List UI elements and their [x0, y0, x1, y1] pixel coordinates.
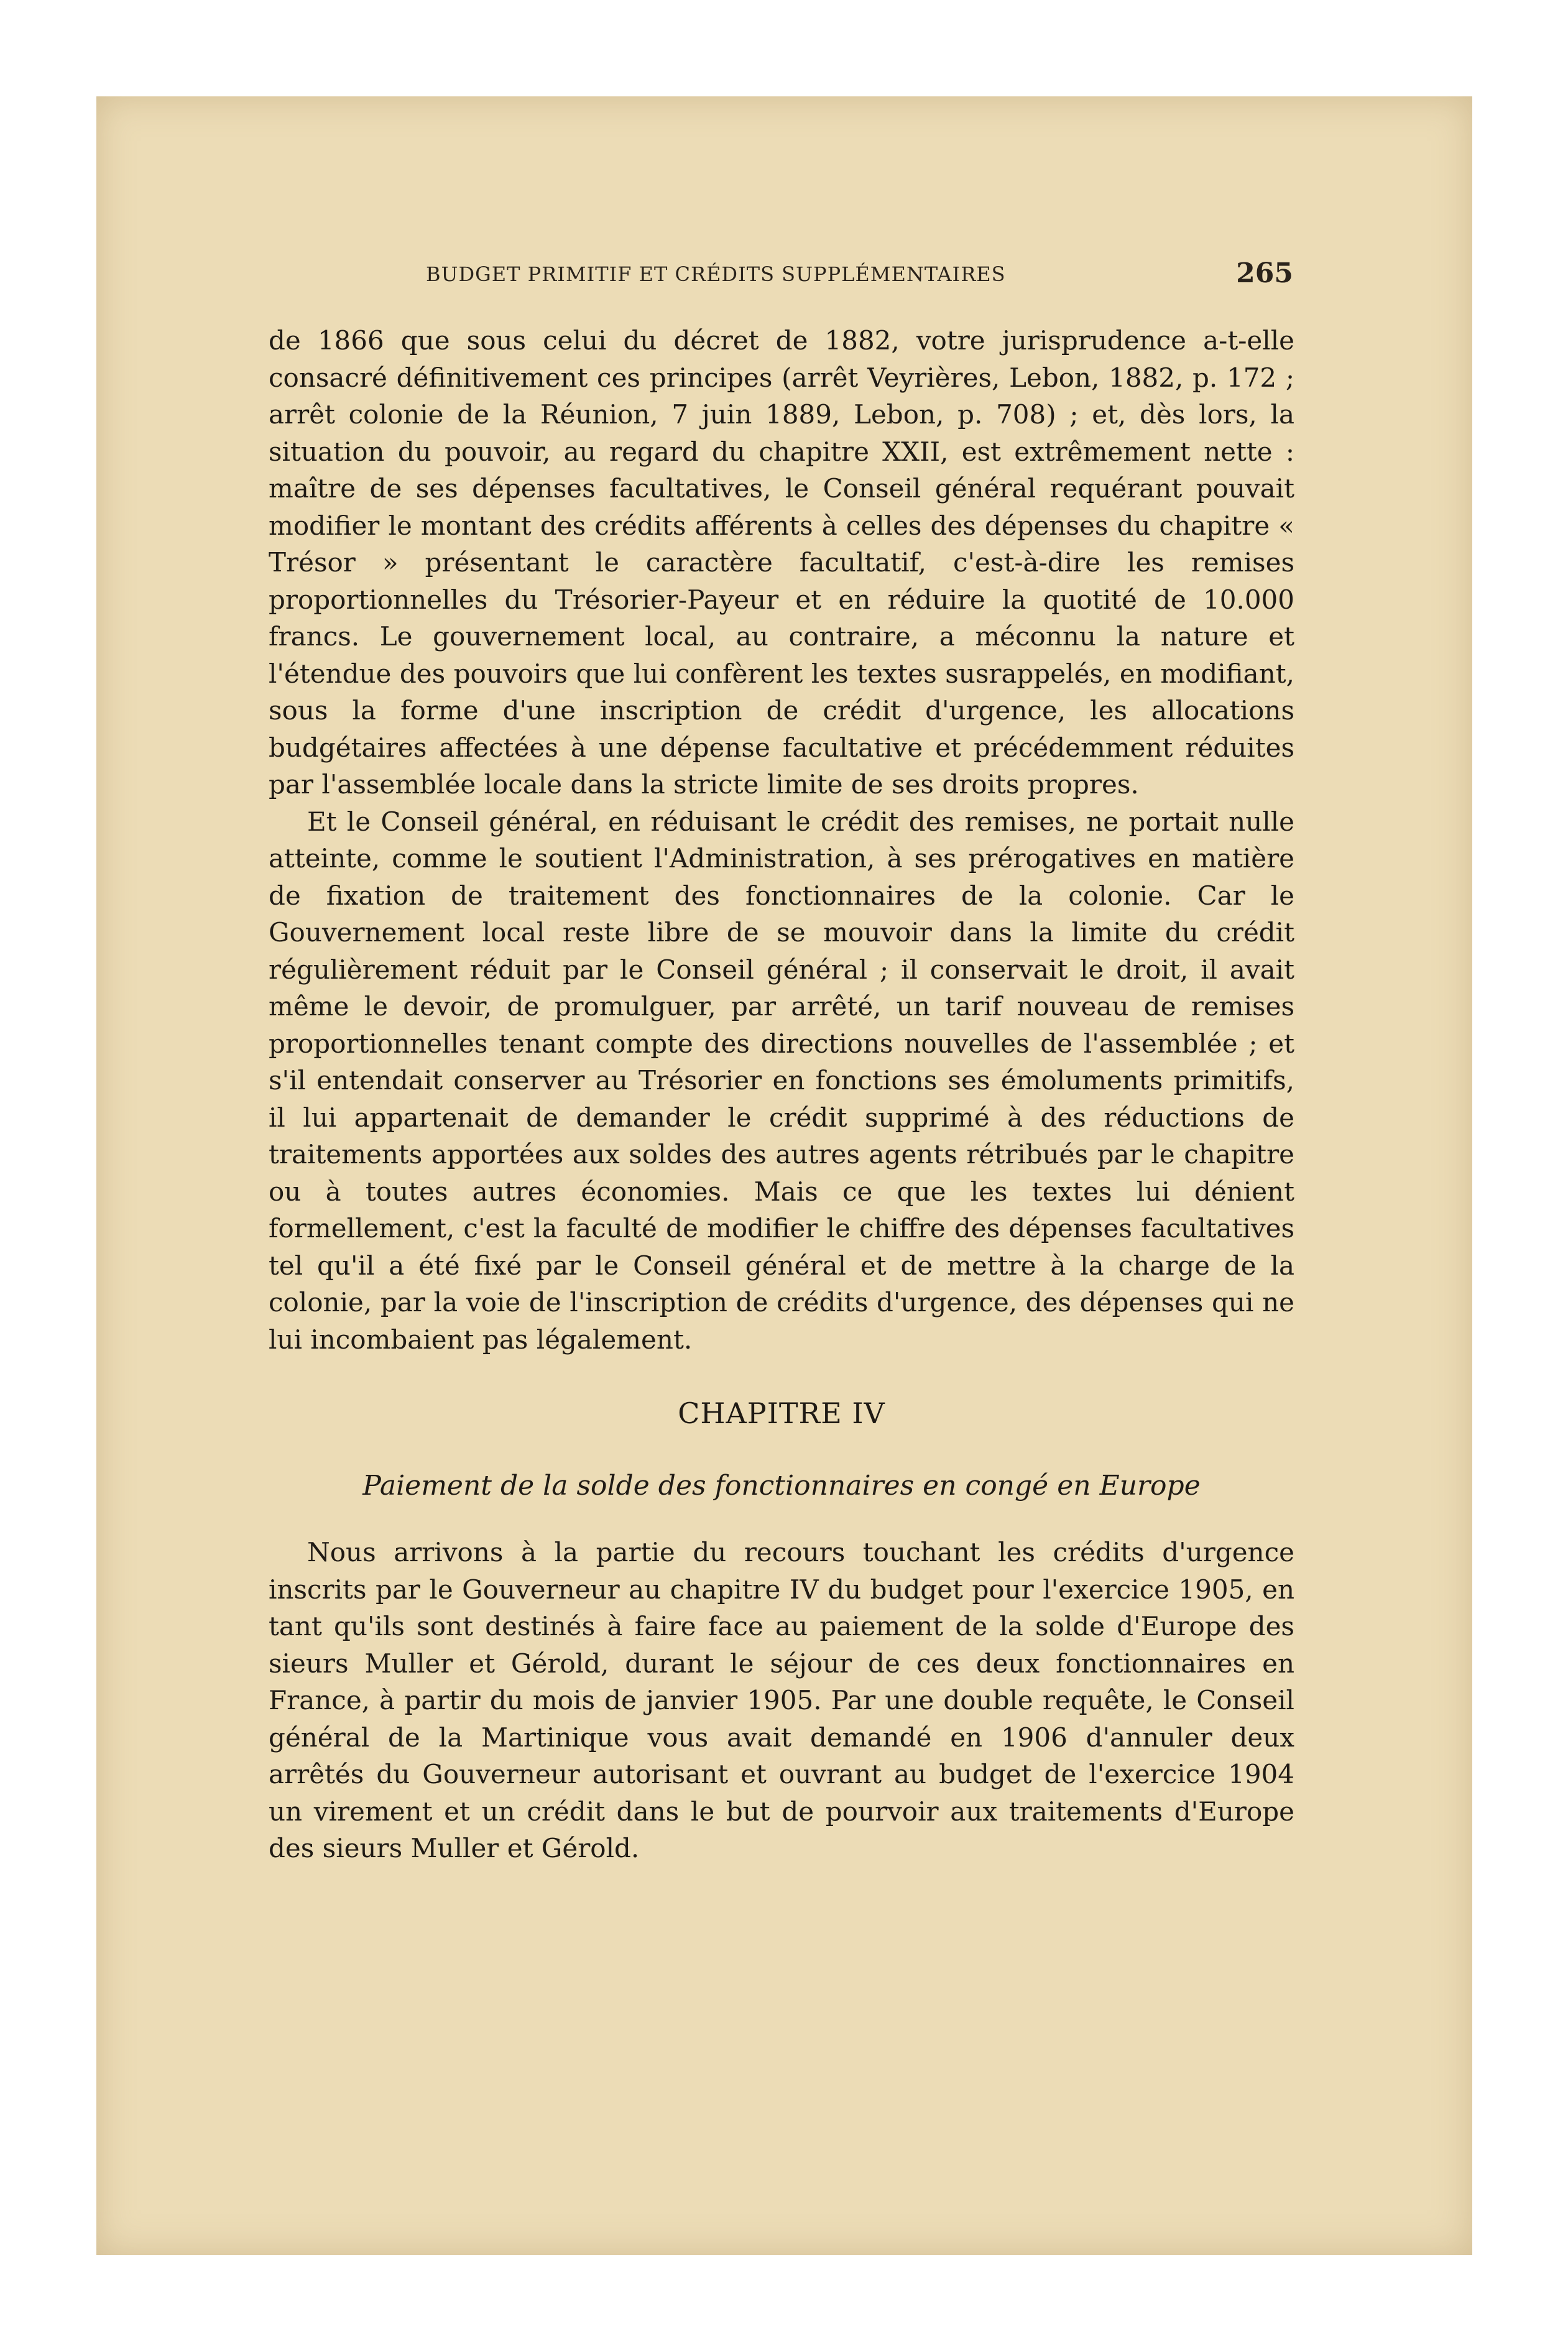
page-body [269, 322, 1294, 1867]
page-number: 265 [1236, 257, 1293, 289]
chapter-subtitle: Paiement de la solde des fonctionnaires en congé en Europe [362, 1469, 1201, 1502]
chapter-heading: CHAPITRE IV [678, 1396, 885, 1430]
page-header [326, 255, 1293, 298]
paragraph: Et le Conseil général, en réduisant le crédit des remises, ne portait nulle atteinte, comme le soutient l'Administration, à ses prérogatives en matière de fixation de traitement des fonctionnaires de la colonie. Car le Gouvernement local reste libre de se mouvoir dans la limite du crédit régulièrement réduit par le Conseil général ; il conservait le droit, il avait même le devoir, de promulguer, par arrêté, un tarif nouveau de remises proportionnelles tenant compte des directions nouvelles de l'assemblée ; et s'il entendait conserver au Trésorier en fonctions ses émoluments primitifs, il lui appartenait de demander le crédit supprimé à des réductions de traitements apportées aux soldes des autres agents rétribués par le chapitre ou à toutes autres économies. Mais ce que les textes lui dénient formellement, c'est la faculté de modifier le chiffre des dépenses facultatives tel qu'il a été fixé par le Conseil général et de mettre à la charge de la colonie, par la voie de l'inscription de crédits d'urgence, des dépenses qui ne lui incombaient pas légalement. [269, 806, 1294, 1355]
paragraph: Nous arrivons à la partie du recours touchant les crédits d'urgence inscrits par le Gouverneur au chapitre IV du budget pour l'exercice 1905, en tant qu'ils sont destinés à faire face au paiement de la solde d'Europe des sieurs Muller et Gérold, durant le séjour de ces deux fonctionnaires en France, à partir du mois de janvier 1905. Par une double requête, le Conseil général de la Martinique vous avait demandé en 1906 d'annuler deux arrêtés du Gouverneur autorisant et ouvrant au budget de l'exercice 1904 un virement et un crédit dans le but de pourvoir aux traitements d'Europe des sieurs Muller et Gérold. [269, 1537, 1294, 1863]
running-title: BUDGET PRIMITIF ET CRÉDITS SUPPLÉMENTAIRES [426, 262, 1006, 286]
paragraph: de 1866 que sous celui du décret de 1882, votre jurisprudence a-t-elle consacré définitivement ces principes (arrêt Veyrières, Lebon, 1882, p. 172 ; arrêt colonie de la Réunion, 7 juin 1889, Lebon, p. 708) ; et, dès lors, la situation du pouvoir, au regard du chapitre XXII, est extrêmement nette : maître de ses dépenses facultatives, le Conseil général requérant pouvait modifier le montant des crédits afférents à celles des dépenses du chapitre « Trésor » présentant le caractère facultatif, c'est-à-dire les remises proportionnelles du Trésorier-Payeur et en réduire la quotité de 10.000 francs. Le gouvernement local, au contraire, a méconnu la nature et l'étendue des pouvoirs que lui confèrent les textes susrappelés, en modifiant, sous la forme d'une inscription de crédit d'urgence, les allocations budgétaires affectées à une dépense facultative et précédemment réduites par l'assemblée locale dans la stricte limite de ses droits propres. [269, 325, 1294, 800]
